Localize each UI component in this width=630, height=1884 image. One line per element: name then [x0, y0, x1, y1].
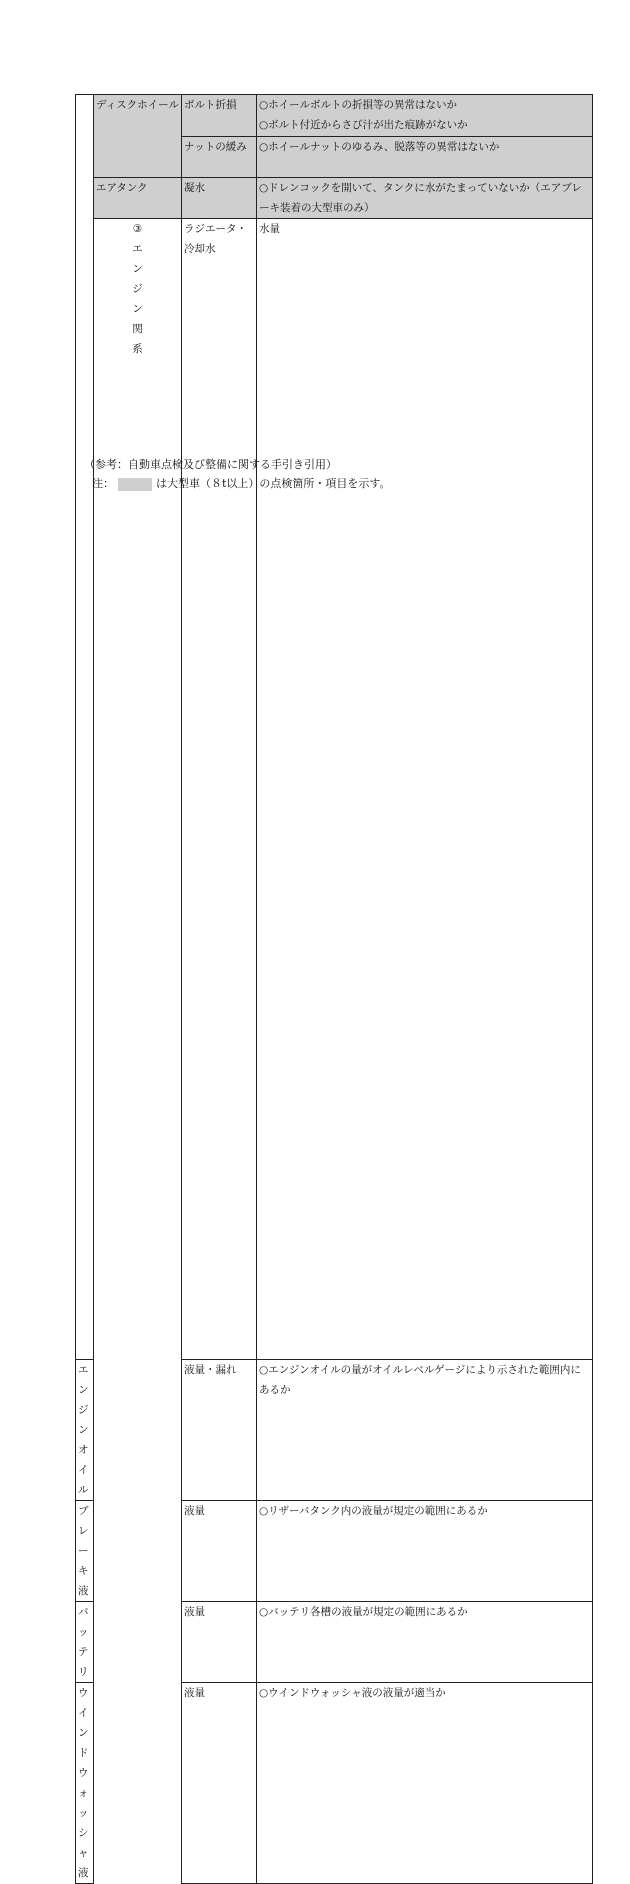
- category-cell: エンジンオイル: [76, 1360, 94, 1501]
- part-cell: ボルト折損: [182, 95, 257, 137]
- part-cell: 液量: [182, 1683, 257, 1884]
- shade-swatch: [118, 478, 152, 491]
- table-row: [76, 178, 593, 219]
- check-cell: [257, 136, 593, 178]
- category-cell: ラジエータ・冷却水: [182, 219, 257, 1360]
- part-cell: 水量: [257, 219, 593, 1360]
- check-line: ○ホイールナットのゆるみ、脱落等の異常はないか: [259, 140, 500, 153]
- part-cell: 液量・漏れ: [182, 1360, 257, 1501]
- category-cell: ブレーキ液: [76, 1501, 94, 1602]
- category-cell: エアタンク: [94, 178, 182, 219]
- check-cell: ○ウインドウォッシャ液の液量が適当か: [257, 1683, 593, 1884]
- check-line: ○ボルト付近からさび汁が出た痕跡がないか: [259, 119, 468, 131]
- category-cell: ウインドウォッシャ液: [76, 1683, 94, 1884]
- engine-label-char: エ: [132, 243, 143, 255]
- engine-label-char: ③: [132, 223, 143, 235]
- group-cell-top: [76, 95, 94, 1360]
- engine-label-char: 系: [132, 343, 143, 355]
- category-cell: バッテリ: [76, 1602, 94, 1683]
- check-cell: [257, 178, 593, 219]
- check-line: ○ドレンコックを開いて、タンクに水がたまっていないか（エアブレーキ装着の大型車のみ）: [259, 182, 582, 214]
- check-line: ○ホイールボルトの折損等の異常はないか: [259, 99, 457, 111]
- legend-suffix: は大型車（８t以上）の点検箇所・項目を示す。: [156, 477, 391, 490]
- check-cell: ○リザーバタンク内の液量が規定の範囲にあるか: [257, 1501, 593, 1602]
- check-cell: [257, 95, 593, 137]
- reference-note: （参考：自動車点検及び整備に関する手引き引用）: [84, 458, 337, 471]
- part-cell: 液量: [182, 1602, 257, 1683]
- engine-label-char: ジ: [132, 283, 143, 295]
- engine-label-char: ン: [132, 303, 143, 315]
- legend-note: [92, 477, 391, 491]
- legend-prefix: 注：: [92, 477, 114, 490]
- table-row: [76, 95, 593, 137]
- category-cell: ディスクホイール: [94, 95, 182, 178]
- check-cell: ○エンジンオイルの量がオイルレベルゲージにより示された範囲内にあるか: [257, 1360, 593, 1501]
- part-cell: ナットの緩み: [182, 136, 257, 178]
- engine-label-char: 関: [132, 323, 143, 335]
- table-row: [76, 219, 593, 1360]
- check-cell: ○バッテリ各槽の液量が規定の範囲にあるか: [257, 1602, 593, 1683]
- inspection-table: [75, 94, 593, 1884]
- part-cell: 凝水: [182, 178, 257, 219]
- engine-label-char: ン: [132, 263, 143, 275]
- part-cell: 液量: [182, 1501, 257, 1602]
